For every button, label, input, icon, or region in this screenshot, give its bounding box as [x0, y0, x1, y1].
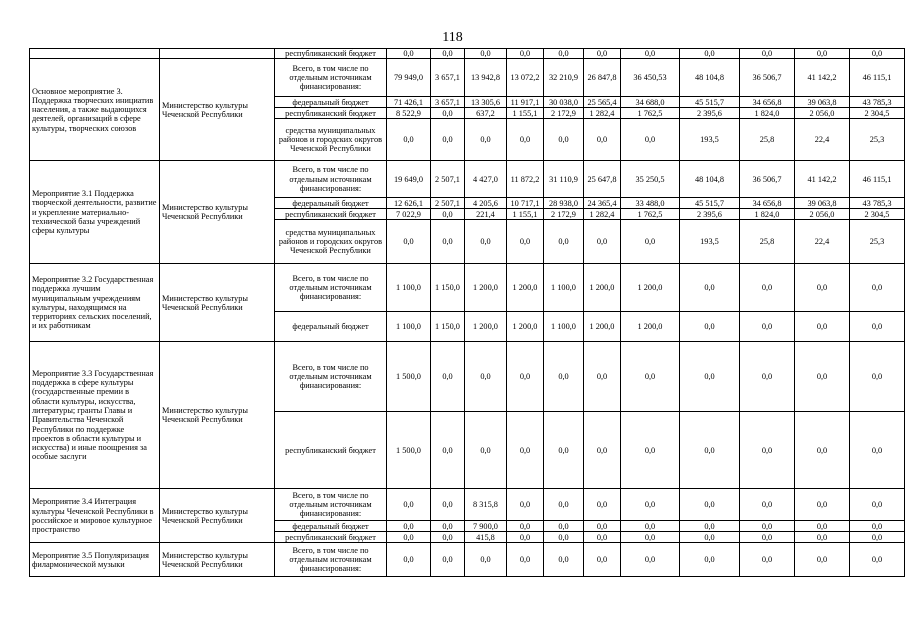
value-cell: 0,0 [584, 119, 621, 161]
value-cell: 0,0 [465, 119, 507, 161]
value-cell: 2 507,1 [431, 161, 465, 198]
value-cell: 2 304,5 [850, 209, 905, 220]
value-cell: 0,0 [584, 532, 621, 543]
value-cell: 0,0 [621, 532, 680, 543]
value-cell: 0,0 [850, 312, 905, 342]
value-cell: 0,0 [544, 220, 584, 264]
value-cell: 1 500,0 [387, 412, 431, 489]
program-name-cell: Мероприятие 3.1 Поддержка творческой деятельности, развитие и укрепление материально-технической базы учреждений сферы культуры [30, 161, 160, 264]
program-name-cell: Мероприятие 3.5 Популяризация филармонической музыки [30, 543, 160, 577]
value-cell: 1 150,0 [431, 264, 465, 312]
value-cell: 0,0 [850, 543, 905, 577]
value-cell: 1 100,0 [544, 264, 584, 312]
value-cell: 0,0 [465, 49, 507, 59]
value-cell: 0,0 [387, 49, 431, 59]
value-cell: 0,0 [584, 543, 621, 577]
value-cell: 0,0 [544, 489, 584, 521]
value-cell: 0,0 [507, 521, 544, 532]
value-cell: 0,0 [507, 489, 544, 521]
value-cell: 46 115,1 [850, 59, 905, 97]
value-cell: 0,0 [544, 412, 584, 489]
value-cell: 0,0 [850, 532, 905, 543]
value-cell: 0,0 [680, 532, 740, 543]
value-cell: 0,0 [387, 119, 431, 161]
value-cell: 1 762,5 [621, 209, 680, 220]
value-cell: 0,0 [740, 312, 795, 342]
value-cell: 0,0 [795, 49, 850, 59]
value-cell: 0,0 [584, 521, 621, 532]
value-cell: 0,0 [621, 49, 680, 59]
value-cell: 46 115,1 [850, 161, 905, 198]
value-cell: 1 150,0 [431, 312, 465, 342]
value-cell: 0,0 [507, 220, 544, 264]
value-cell: 41 142,2 [795, 59, 850, 97]
value-cell: 12 626,1 [387, 198, 431, 209]
value-cell: 1 100,0 [387, 312, 431, 342]
table-row [30, 264, 905, 312]
funding-source-cell: федеральный бюджет [275, 97, 387, 108]
value-cell: 0,0 [431, 108, 465, 119]
value-cell: 19 649,0 [387, 161, 431, 198]
value-cell: 0,0 [740, 264, 795, 312]
value-cell: 0,0 [431, 532, 465, 543]
value-cell: 7 900,0 [465, 521, 507, 532]
value-cell: 0,0 [431, 119, 465, 161]
value-cell: 1 200,0 [621, 264, 680, 312]
value-cell: 48 104,8 [680, 161, 740, 198]
value-cell: 0,0 [850, 342, 905, 412]
value-cell: 0,0 [507, 342, 544, 412]
value-cell: 41 142,2 [795, 161, 850, 198]
value-cell: 11 917,1 [507, 97, 544, 108]
value-cell: 39 063,8 [795, 198, 850, 209]
value-cell: 0,0 [740, 49, 795, 59]
value-cell: 1 200,0 [584, 264, 621, 312]
value-cell: 0,0 [431, 489, 465, 521]
value-cell: 1 200,0 [507, 312, 544, 342]
executor-cell: Министерство культуры Чеченской Республики [160, 161, 275, 264]
value-cell: 33 488,0 [621, 198, 680, 209]
value-cell: 0,0 [431, 412, 465, 489]
value-cell: 0,0 [584, 412, 621, 489]
value-cell: 0,0 [584, 342, 621, 412]
value-cell: 25,8 [740, 220, 795, 264]
value-cell: 1 200,0 [621, 312, 680, 342]
value-cell: 1 282,4 [584, 108, 621, 119]
value-cell: 1 762,5 [621, 108, 680, 119]
value-cell: 0,0 [544, 532, 584, 543]
value-cell: 0,0 [584, 49, 621, 59]
value-cell: 1 824,0 [740, 108, 795, 119]
value-cell: 2 056,0 [795, 209, 850, 220]
value-cell: 0,0 [740, 412, 795, 489]
value-cell: 0,0 [387, 521, 431, 532]
value-cell: 1 155,1 [507, 209, 544, 220]
value-cell: 0,0 [387, 543, 431, 577]
program-name-cell: Мероприятие 3.2 Государственная поддержка лучшим муниципальным учреждениям культуры, находящимся на территориях сельских поселений, и их работникам [30, 264, 160, 342]
value-cell: 79 949,0 [387, 59, 431, 97]
value-cell: 0,0 [431, 543, 465, 577]
executor-cell: Министерство культуры Чеченской Республики [160, 543, 275, 577]
value-cell: 0,0 [680, 264, 740, 312]
value-cell: 36 506,7 [740, 59, 795, 97]
value-cell: 28 938,0 [544, 198, 584, 209]
table-row [30, 59, 905, 97]
value-cell: 2 056,0 [795, 108, 850, 119]
value-cell: 0,0 [431, 209, 465, 220]
value-cell: 0,0 [680, 49, 740, 59]
value-cell: 22,4 [795, 119, 850, 161]
program-name-cell [30, 49, 160, 59]
value-cell: 0,0 [795, 264, 850, 312]
funding-source-cell: Всего, в том числе по отдельным источникам финансирования: [275, 489, 387, 521]
value-cell: 11 872,2 [507, 161, 544, 198]
value-cell: 25,8 [740, 119, 795, 161]
value-cell: 8 315,8 [465, 489, 507, 521]
value-cell: 1 200,0 [507, 264, 544, 312]
value-cell: 0,0 [544, 119, 584, 161]
funding-source-cell: республиканский бюджет [275, 532, 387, 543]
value-cell: 2 304,5 [850, 108, 905, 119]
budget-table [29, 48, 905, 577]
value-cell: 0,0 [795, 489, 850, 521]
funding-source-cell: Всего, в том числе по отдельным источникам финансирования: [275, 161, 387, 198]
executor-cell: Министерство культуры Чеченской Республики [160, 264, 275, 342]
value-cell: 0,0 [507, 532, 544, 543]
value-cell: 48 104,8 [680, 59, 740, 97]
value-cell: 36 506,7 [740, 161, 795, 198]
value-cell: 0,0 [431, 220, 465, 264]
value-cell: 0,0 [850, 521, 905, 532]
funding-source-cell: средства муниципальных районов и городских округов Чеченской Республики [275, 119, 387, 161]
funding-source-cell: Всего, в том числе по отдельным источникам финансирования: [275, 264, 387, 312]
value-cell: 0,0 [850, 412, 905, 489]
value-cell: 0,0 [795, 312, 850, 342]
table-row [30, 543, 905, 577]
value-cell: 637,2 [465, 108, 507, 119]
value-cell: 0,0 [850, 49, 905, 59]
value-cell: 0,0 [680, 489, 740, 521]
value-cell: 0,0 [584, 489, 621, 521]
value-cell: 1 200,0 [584, 312, 621, 342]
executor-cell: Министерство культуры Чеченской Республики [160, 59, 275, 161]
value-cell: 2 395,6 [680, 209, 740, 220]
value-cell: 34 656,8 [740, 97, 795, 108]
funding-source-cell: Всего, в том числе по отдельным источникам финансирования: [275, 342, 387, 412]
value-cell: 0,0 [387, 489, 431, 521]
value-cell: 415,8 [465, 532, 507, 543]
value-cell: 0,0 [850, 489, 905, 521]
value-cell: 36 450,53 [621, 59, 680, 97]
funding-source-cell: республиканский бюджет [275, 49, 387, 59]
funding-source-cell: Всего, в том числе по отдельным источникам финансирования: [275, 543, 387, 577]
table-row [30, 161, 905, 198]
value-cell: 3 657,1 [431, 59, 465, 97]
value-cell: 71 426,1 [387, 97, 431, 108]
value-cell: 0,0 [795, 342, 850, 412]
value-cell: 0,0 [621, 220, 680, 264]
value-cell: 3 657,1 [431, 97, 465, 108]
value-cell: 25,3 [850, 119, 905, 161]
value-cell: 45 515,7 [680, 97, 740, 108]
value-cell: 0,0 [544, 342, 584, 412]
value-cell: 1 200,0 [465, 312, 507, 342]
value-cell: 0,0 [465, 342, 507, 412]
value-cell: 7 022,9 [387, 209, 431, 220]
page-number: 118 [442, 30, 463, 45]
value-cell: 0,0 [795, 532, 850, 543]
value-cell: 0,0 [544, 543, 584, 577]
funding-source-cell: федеральный бюджет [275, 312, 387, 342]
value-cell: 31 110,9 [544, 161, 584, 198]
value-cell: 4 427,0 [465, 161, 507, 198]
value-cell: 0,0 [465, 412, 507, 489]
executor-cell: Министерство культуры Чеченской Республики [160, 489, 275, 543]
value-cell: 35 250,5 [621, 161, 680, 198]
value-cell: 24 365,4 [584, 198, 621, 209]
value-cell: 0,0 [544, 49, 584, 59]
value-cell: 30 038,0 [544, 97, 584, 108]
program-name-cell: Мероприятие 3.4 Интеграция культуры Чеченской Республики в российское и мировое культурное пространство [30, 489, 160, 543]
value-cell: 8 522,9 [387, 108, 431, 119]
value-cell: 0,0 [507, 119, 544, 161]
value-cell: 0,0 [465, 220, 507, 264]
value-cell: 0,0 [795, 412, 850, 489]
value-cell: 32 210,9 [544, 59, 584, 97]
value-cell: 0,0 [850, 264, 905, 312]
value-cell: 34 656,8 [740, 198, 795, 209]
value-cell: 193,5 [680, 119, 740, 161]
value-cell: 0,0 [507, 49, 544, 59]
value-cell: 0,0 [507, 412, 544, 489]
value-cell: 1 200,0 [465, 264, 507, 312]
value-cell: 221,4 [465, 209, 507, 220]
value-cell: 0,0 [680, 312, 740, 342]
value-cell: 0,0 [740, 521, 795, 532]
executor-cell: Министерство культуры Чеченской Республики [160, 342, 275, 489]
value-cell: 0,0 [621, 119, 680, 161]
value-cell: 22,4 [795, 220, 850, 264]
value-cell: 0,0 [544, 521, 584, 532]
value-cell: 0,0 [740, 342, 795, 412]
value-cell: 2 172,9 [544, 108, 584, 119]
value-cell: 10 717,1 [507, 198, 544, 209]
value-cell: 0,0 [507, 543, 544, 577]
table-row [30, 489, 905, 521]
value-cell: 1 824,0 [740, 209, 795, 220]
value-cell: 0,0 [621, 412, 680, 489]
value-cell: 0,0 [795, 543, 850, 577]
value-cell: 43 785,3 [850, 198, 905, 209]
value-cell: 0,0 [431, 521, 465, 532]
value-cell: 39 063,8 [795, 97, 850, 108]
value-cell: 0,0 [680, 412, 740, 489]
value-cell: 0,0 [680, 342, 740, 412]
value-cell: 0,0 [621, 342, 680, 412]
value-cell: 43 785,3 [850, 97, 905, 108]
value-cell: 1 155,1 [507, 108, 544, 119]
value-cell: 0,0 [680, 521, 740, 532]
funding-source-cell: республиканский бюджет [275, 108, 387, 119]
value-cell: 2 507,1 [431, 198, 465, 209]
table-row [30, 49, 905, 59]
executor-cell [160, 49, 275, 59]
value-cell: 13 305,6 [465, 97, 507, 108]
value-cell: 0,0 [584, 220, 621, 264]
value-cell: 0,0 [795, 521, 850, 532]
value-cell: 0,0 [740, 543, 795, 577]
value-cell: 0,0 [465, 543, 507, 577]
value-cell: 0,0 [621, 489, 680, 521]
program-name-cell: Мероприятие 3.3 Государственная поддержка в сфере культуры (государственные премии в области культуры, искусства, литературы; гранты Главы и Правительства Чеченской Республики по поддержке проектов в области культуры и искусства) и иные поощрения за особые заслуги [30, 342, 160, 489]
value-cell: 34 688,0 [621, 97, 680, 108]
value-cell: 25,3 [850, 220, 905, 264]
funding-source-cell: Всего, в том числе по отдельным источникам финансирования: [275, 59, 387, 97]
value-cell: 0,0 [431, 342, 465, 412]
funding-source-cell: федеральный бюджет [275, 521, 387, 532]
value-cell: 0,0 [680, 543, 740, 577]
value-cell: 0,0 [740, 532, 795, 543]
table-row [30, 342, 905, 412]
value-cell: 0,0 [431, 49, 465, 59]
value-cell: 0,0 [387, 220, 431, 264]
value-cell: 26 847,8 [584, 59, 621, 97]
value-cell: 25 565,4 [584, 97, 621, 108]
program-name-cell: Основное мероприятие 3. Поддержка творческих инициатив населения, а также выдающихся деятелей, организаций в сфере культуры, творческих союзов [30, 59, 160, 161]
value-cell: 45 515,7 [680, 198, 740, 209]
value-cell: 193,5 [680, 220, 740, 264]
funding-source-cell: республиканский бюджет [275, 412, 387, 489]
value-cell: 0,0 [621, 543, 680, 577]
value-cell: 1 100,0 [387, 264, 431, 312]
value-cell: 0,0 [740, 489, 795, 521]
value-cell: 2 172,9 [544, 209, 584, 220]
funding-source-cell: средства муниципальных районов и городских округов Чеченской Республики [275, 220, 387, 264]
funding-source-cell: республиканский бюджет [275, 209, 387, 220]
funding-source-cell: федеральный бюджет [275, 198, 387, 209]
value-cell: 13 072,2 [507, 59, 544, 97]
value-cell: 0,0 [621, 521, 680, 532]
value-cell: 2 395,6 [680, 108, 740, 119]
value-cell: 13 942,8 [465, 59, 507, 97]
value-cell: 25 647,8 [584, 161, 621, 198]
value-cell: 4 205,6 [465, 198, 507, 209]
value-cell: 1 100,0 [544, 312, 584, 342]
value-cell: 1 500,0 [387, 342, 431, 412]
value-cell: 0,0 [387, 532, 431, 543]
value-cell: 1 282,4 [584, 209, 621, 220]
